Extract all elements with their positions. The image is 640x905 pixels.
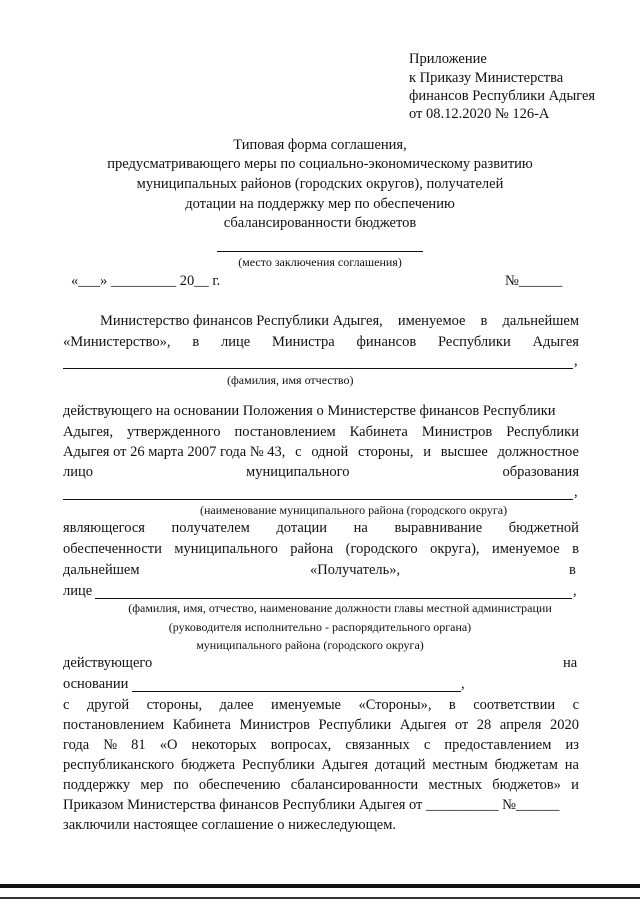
word: стороны, bbox=[146, 697, 203, 713]
word: «О bbox=[159, 737, 178, 753]
comma: , bbox=[574, 484, 578, 500]
word: другой bbox=[86, 697, 130, 713]
word: и bbox=[423, 444, 431, 460]
para2-line-4 bbox=[63, 464, 579, 481]
para3-line-2 bbox=[63, 541, 579, 558]
word: некоторых bbox=[191, 737, 257, 753]
word: Адыгея bbox=[532, 334, 579, 350]
word: Адыгея bbox=[399, 717, 447, 733]
word: и bbox=[571, 777, 579, 793]
minister-name-blank bbox=[63, 355, 573, 369]
word: предоставлением bbox=[444, 737, 552, 753]
word: Республики bbox=[506, 424, 579, 440]
word: финансов bbox=[356, 334, 417, 350]
word: на bbox=[564, 757, 579, 773]
para1-w2: именуемое bbox=[397, 313, 466, 329]
word: 81 bbox=[131, 737, 146, 753]
para1-line-2 bbox=[63, 334, 579, 351]
word: бюджетов» bbox=[492, 777, 561, 793]
date-line: «___» _________ 20__ г. bbox=[71, 273, 221, 289]
municipality-blank bbox=[63, 486, 573, 500]
word: соответствии bbox=[473, 697, 556, 713]
word: Кабинета bbox=[172, 717, 231, 733]
para1-w1: Министерство финансов Республики Адыгея, bbox=[100, 313, 383, 329]
place-caption: (место заключения соглашения) bbox=[238, 255, 402, 269]
word: Министра bbox=[271, 334, 335, 350]
title-line-4: дотации на поддержку мер по обеспечению bbox=[185, 196, 455, 212]
word: являющегося bbox=[63, 520, 145, 536]
word: по bbox=[173, 777, 189, 793]
word: с bbox=[423, 737, 431, 753]
word: муниципального bbox=[174, 541, 278, 557]
para3-line-3-c: в bbox=[569, 562, 576, 578]
head-caption-1: (фамилия, имя, отчество, наименование должности главы местной администрации bbox=[128, 601, 552, 615]
word: обеспеченности bbox=[63, 541, 162, 557]
para2-line-1: действующего на основании Положения о Министерстве финансов Республики bbox=[63, 403, 556, 419]
word: высшее bbox=[440, 444, 488, 460]
para4-line-4 bbox=[63, 717, 579, 734]
word: Республики bbox=[437, 334, 511, 350]
para4-line-1-a: действующего bbox=[63, 655, 153, 671]
word: № bbox=[103, 737, 118, 753]
appendix-line-4: от 08.12.2020 № 126-А bbox=[409, 106, 550, 122]
word: с bbox=[295, 444, 302, 460]
title-line-3: муниципальных районов (городских округов), получателей bbox=[136, 176, 504, 192]
word: «Министерство», bbox=[63, 334, 171, 350]
number-line: №______ bbox=[505, 273, 563, 289]
word: в bbox=[572, 541, 579, 557]
word: сбалансированности bbox=[290, 777, 419, 793]
para3-line-3-a: дальнейшем bbox=[63, 562, 140, 578]
word: района bbox=[290, 541, 334, 557]
word: поддержку bbox=[63, 777, 131, 793]
word: Кабинета bbox=[349, 424, 408, 440]
word: округа), bbox=[430, 541, 480, 557]
para2-line-3 bbox=[63, 444, 579, 461]
scan-edge-bar bbox=[0, 884, 640, 888]
title-line-1: Типовая форма соглашения, bbox=[233, 137, 407, 153]
para4-line-5 bbox=[63, 737, 579, 754]
word: мер bbox=[140, 777, 164, 793]
word: бюджетной bbox=[508, 520, 579, 536]
para1-w3: в bbox=[480, 313, 488, 329]
word: Адыгея bbox=[321, 757, 368, 773]
comma: , bbox=[574, 353, 578, 369]
word: 2020 bbox=[550, 717, 579, 733]
word: именуемое bbox=[491, 541, 560, 557]
word: в bbox=[448, 697, 456, 713]
para1-line-1 bbox=[100, 313, 579, 330]
word: должностное bbox=[497, 444, 579, 460]
word: обеспечению bbox=[198, 777, 281, 793]
scan-edge-bar-thin bbox=[0, 897, 640, 899]
word: апреля bbox=[499, 717, 542, 733]
word: получателем bbox=[171, 520, 250, 536]
para4-line-2-label: основании bbox=[63, 676, 129, 692]
word: бюджетам bbox=[494, 757, 558, 773]
word: дотации bbox=[276, 520, 328, 536]
title-line-5: сбалансированности бюджетов bbox=[223, 215, 417, 231]
para3-line-1 bbox=[63, 520, 579, 537]
word: бюджета bbox=[181, 757, 236, 773]
para2-line-2 bbox=[63, 424, 579, 441]
word: с bbox=[572, 697, 579, 713]
basis-blank bbox=[132, 679, 461, 692]
word: от bbox=[454, 717, 469, 733]
para4-line-1-b: на bbox=[563, 655, 578, 671]
word: именуемые bbox=[271, 697, 341, 713]
head-caption-3: муниципального района (городского округа) bbox=[196, 638, 424, 652]
comma: , bbox=[461, 676, 465, 692]
word: Министров bbox=[421, 424, 493, 440]
word: местных bbox=[428, 777, 482, 793]
word: года bbox=[63, 737, 90, 753]
word: утвержденного bbox=[127, 424, 221, 440]
word: республиканского bbox=[63, 757, 175, 773]
word: образования bbox=[502, 464, 579, 480]
word: (городского bbox=[345, 541, 418, 557]
word: из bbox=[565, 737, 579, 753]
word: связанных bbox=[345, 737, 410, 753]
word: постановлением bbox=[63, 717, 165, 733]
word: «Стороны», bbox=[358, 697, 432, 713]
para4-line-7 bbox=[63, 777, 579, 794]
word: одной bbox=[311, 444, 349, 460]
word: Адыгея от 26 марта 2007 года № 43, bbox=[63, 444, 286, 460]
appendix-line-1: Приложение bbox=[409, 51, 487, 67]
para4-line-8: Приказом Министерства финансов Республики Адыгея от __________ №______ bbox=[63, 797, 560, 813]
minister-name-caption: (фамилия, имя отчество) bbox=[227, 373, 354, 387]
head-caption-2: (руководителя исполнительно - распорядительного органа) bbox=[168, 620, 472, 634]
place-blank-line bbox=[217, 236, 423, 252]
comma: , bbox=[573, 583, 577, 599]
para4-line-3 bbox=[63, 697, 579, 714]
word: Республики bbox=[318, 717, 392, 733]
appendix-line-3: финансов Республики Адыгея bbox=[409, 88, 596, 104]
word: с bbox=[63, 697, 70, 713]
municipality-caption: (наименование муниципального района (городского округа) bbox=[200, 503, 508, 517]
para3-line-4-label: лице bbox=[63, 583, 93, 599]
title-line-2: предусматривающего меры по социально-экономическому развитию bbox=[107, 156, 533, 172]
word: выравнивание bbox=[394, 520, 483, 536]
word: дотаций bbox=[374, 757, 426, 773]
word: местным bbox=[432, 757, 488, 773]
word: лицо bbox=[63, 464, 94, 480]
para3-line-3-b: «Получатель», bbox=[310, 562, 401, 578]
word: 28 bbox=[476, 717, 492, 733]
word: на bbox=[353, 520, 368, 536]
para4-line-6 bbox=[63, 757, 579, 774]
word: далее bbox=[219, 697, 254, 713]
word: муниципального bbox=[246, 464, 350, 480]
word: Республики bbox=[241, 757, 315, 773]
head-name-blank bbox=[95, 586, 572, 599]
word: постановлением bbox=[234, 424, 336, 440]
word: лице bbox=[220, 334, 251, 350]
word: стороны, bbox=[358, 444, 414, 460]
word: вопросах, bbox=[270, 737, 332, 753]
word: в bbox=[192, 334, 200, 350]
word: Адыгея, bbox=[63, 424, 114, 440]
word: Министров bbox=[239, 717, 310, 733]
para4-line-9: заключили настоящее соглашение о нижеследующем. bbox=[63, 817, 397, 833]
appendix-line-2: к Приказу Министерства bbox=[409, 70, 564, 86]
para1-w4: дальнейшем bbox=[502, 313, 579, 329]
